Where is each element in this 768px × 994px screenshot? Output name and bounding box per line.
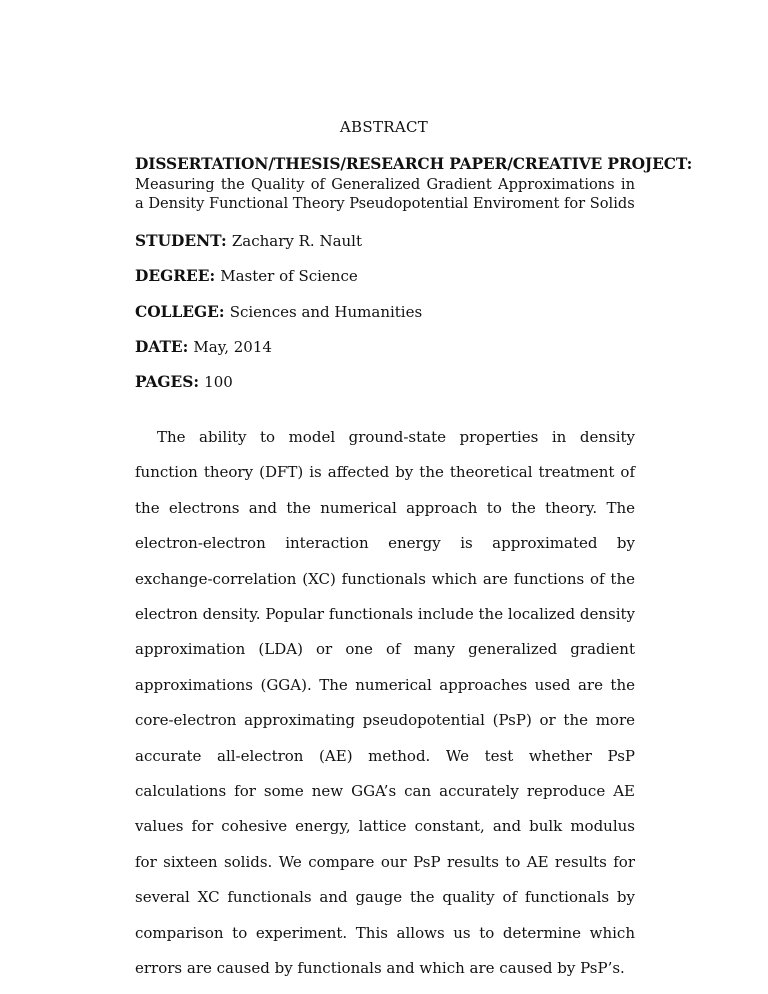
pages-label: PAGES: (135, 373, 200, 391)
college-value: Sciences and Humanities (229, 303, 423, 321)
date-label: DATE: (135, 338, 189, 356)
pages-value: 100 (204, 373, 233, 391)
dissertation-label: DISSERTATION/THESIS/RESEARCH PAPER/CREATIVE PROJECT: (135, 155, 693, 173)
college-field (135, 302, 635, 321)
student-label: STUDENT: (135, 232, 227, 250)
student-value: Zachary R. Nault (231, 232, 362, 250)
date-value: May, 2014 (193, 338, 272, 356)
date-field (135, 337, 635, 356)
degree-field (135, 266, 635, 285)
abstract-paragraph: The ability to model ground-state properties in density function theory (DFT) is affected by the theoretical treatment of the electrons and the numerical approach to the theory. The electron-electron interaction energy is approximated by exchange-correlation (XC) functionals which are functions of the electron density. Popular functionals include the localized density approximation (LDA) or one of many generalized gradient approximations (GGA). The numerical approaches used are the core-electron approximating pseudopotential (PsP) or the more accurate all-electron (AE) method. We test whether PsP calculations for some new GGA’s can accurately reproduce AE values for cohesive energy, lattice constant, and bulk modulus for sixteen solids. We compare our PsP results to AE results for several XC functionals and gauge the quality of functionals by comparison to experiment. This allows us to determine which errors are caused by functionals and which are caused by PsP’s. (135, 428, 635, 978)
dissertation-title: Measuring the Quality of Generalized Gradient Approximations in a Density Functional Theory Pseudopotential Enviroment for Solids (135, 176, 635, 212)
pages-field (135, 372, 635, 391)
abstract-heading: ABSTRACT (339, 118, 429, 136)
degree-value: Master of Science (220, 267, 358, 285)
student-field (135, 231, 635, 250)
college-label: COLLEGE: (135, 303, 225, 321)
degree-label: DEGREE: (135, 267, 216, 285)
